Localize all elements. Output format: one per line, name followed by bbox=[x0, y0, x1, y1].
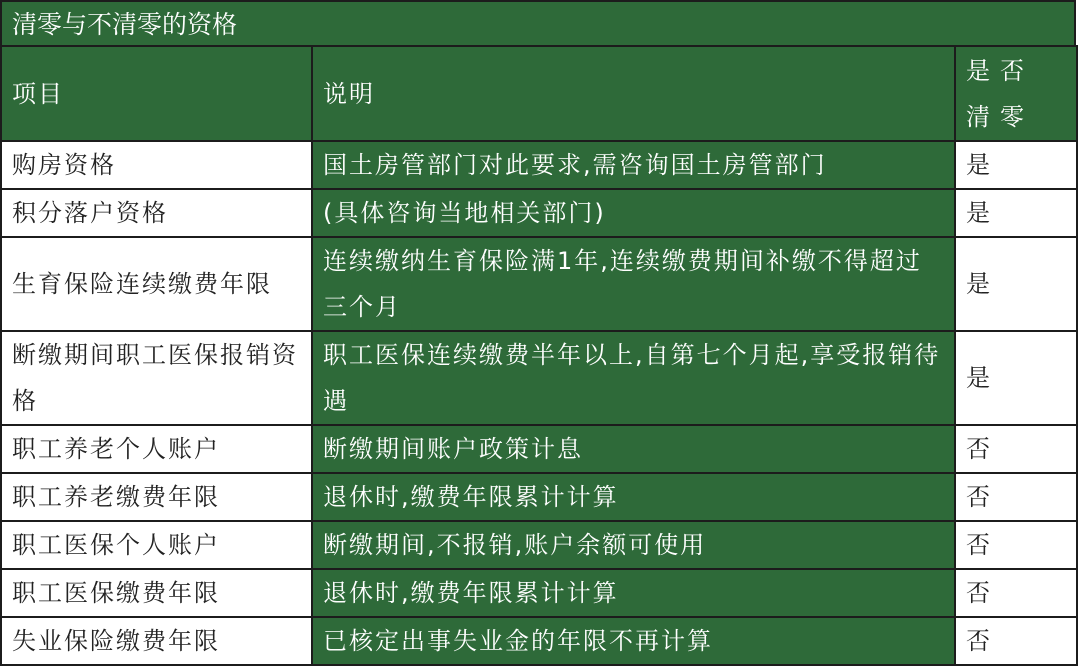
cell-item: 失业保险缴费年限 bbox=[1, 617, 312, 665]
cell-desc: 断缴期间账户政策计息 bbox=[312, 425, 955, 473]
cell-item: 积分落户资格 bbox=[1, 189, 312, 237]
table-row bbox=[1, 189, 1077, 237]
header-desc: 说明 bbox=[312, 46, 955, 141]
table-row bbox=[1, 237, 1077, 331]
cell-item: 职工医保缴费年限 bbox=[1, 569, 312, 617]
table-row bbox=[1, 569, 1077, 617]
table-header-row bbox=[1, 46, 1077, 141]
cell-desc: (具体咨询当地相关部门) bbox=[312, 189, 955, 237]
cell-flag: 是 bbox=[955, 237, 1077, 331]
cell-item: 职工医保个人账户 bbox=[1, 521, 312, 569]
table-row bbox=[1, 521, 1077, 569]
table-title: 清零与不清零的资格 bbox=[0, 0, 1076, 45]
cell-item: 断缴期间职工医保报销资格 bbox=[1, 331, 312, 425]
cell-item: 生育保险连续缴费年限 bbox=[1, 237, 312, 331]
cell-desc: 断缴期间,不报销,账户余额可使用 bbox=[312, 521, 955, 569]
header-item: 项目 bbox=[1, 46, 312, 141]
table-row bbox=[1, 617, 1077, 665]
cell-desc: 连续缴纳生育保险满1年,连续缴费期间补缴不得超过三个月 bbox=[312, 237, 955, 331]
cell-item: 购房资格 bbox=[1, 141, 312, 189]
qualification-table bbox=[0, 45, 1078, 666]
cell-flag: 是 bbox=[955, 189, 1077, 237]
cell-desc: 退休时,缴费年限累计计算 bbox=[312, 569, 955, 617]
cell-flag: 否 bbox=[955, 521, 1077, 569]
cell-desc: 退休时,缴费年限累计计算 bbox=[312, 473, 955, 521]
cell-flag: 否 bbox=[955, 473, 1077, 521]
cell-item: 职工养老个人账户 bbox=[1, 425, 312, 473]
table-row bbox=[1, 425, 1077, 473]
table-row bbox=[1, 331, 1077, 425]
table-row bbox=[1, 141, 1077, 189]
cell-item: 职工养老缴费年限 bbox=[1, 473, 312, 521]
table-row bbox=[1, 473, 1077, 521]
cell-flag: 否 bbox=[955, 425, 1077, 473]
cell-flag: 否 bbox=[955, 569, 1077, 617]
cell-desc: 已核定出事失业金的年限不再计算 bbox=[312, 617, 955, 665]
cell-flag: 是 bbox=[955, 331, 1077, 425]
cell-flag: 是 bbox=[955, 141, 1077, 189]
cell-desc: 职工医保连续缴费半年以上,自第七个月起,享受报销待遇 bbox=[312, 331, 955, 425]
header-flag: 是否清零 bbox=[955, 46, 1077, 141]
cell-desc: 国土房管部门对此要求,需咨询国土房管部门 bbox=[312, 141, 955, 189]
cell-flag: 否 bbox=[955, 617, 1077, 665]
